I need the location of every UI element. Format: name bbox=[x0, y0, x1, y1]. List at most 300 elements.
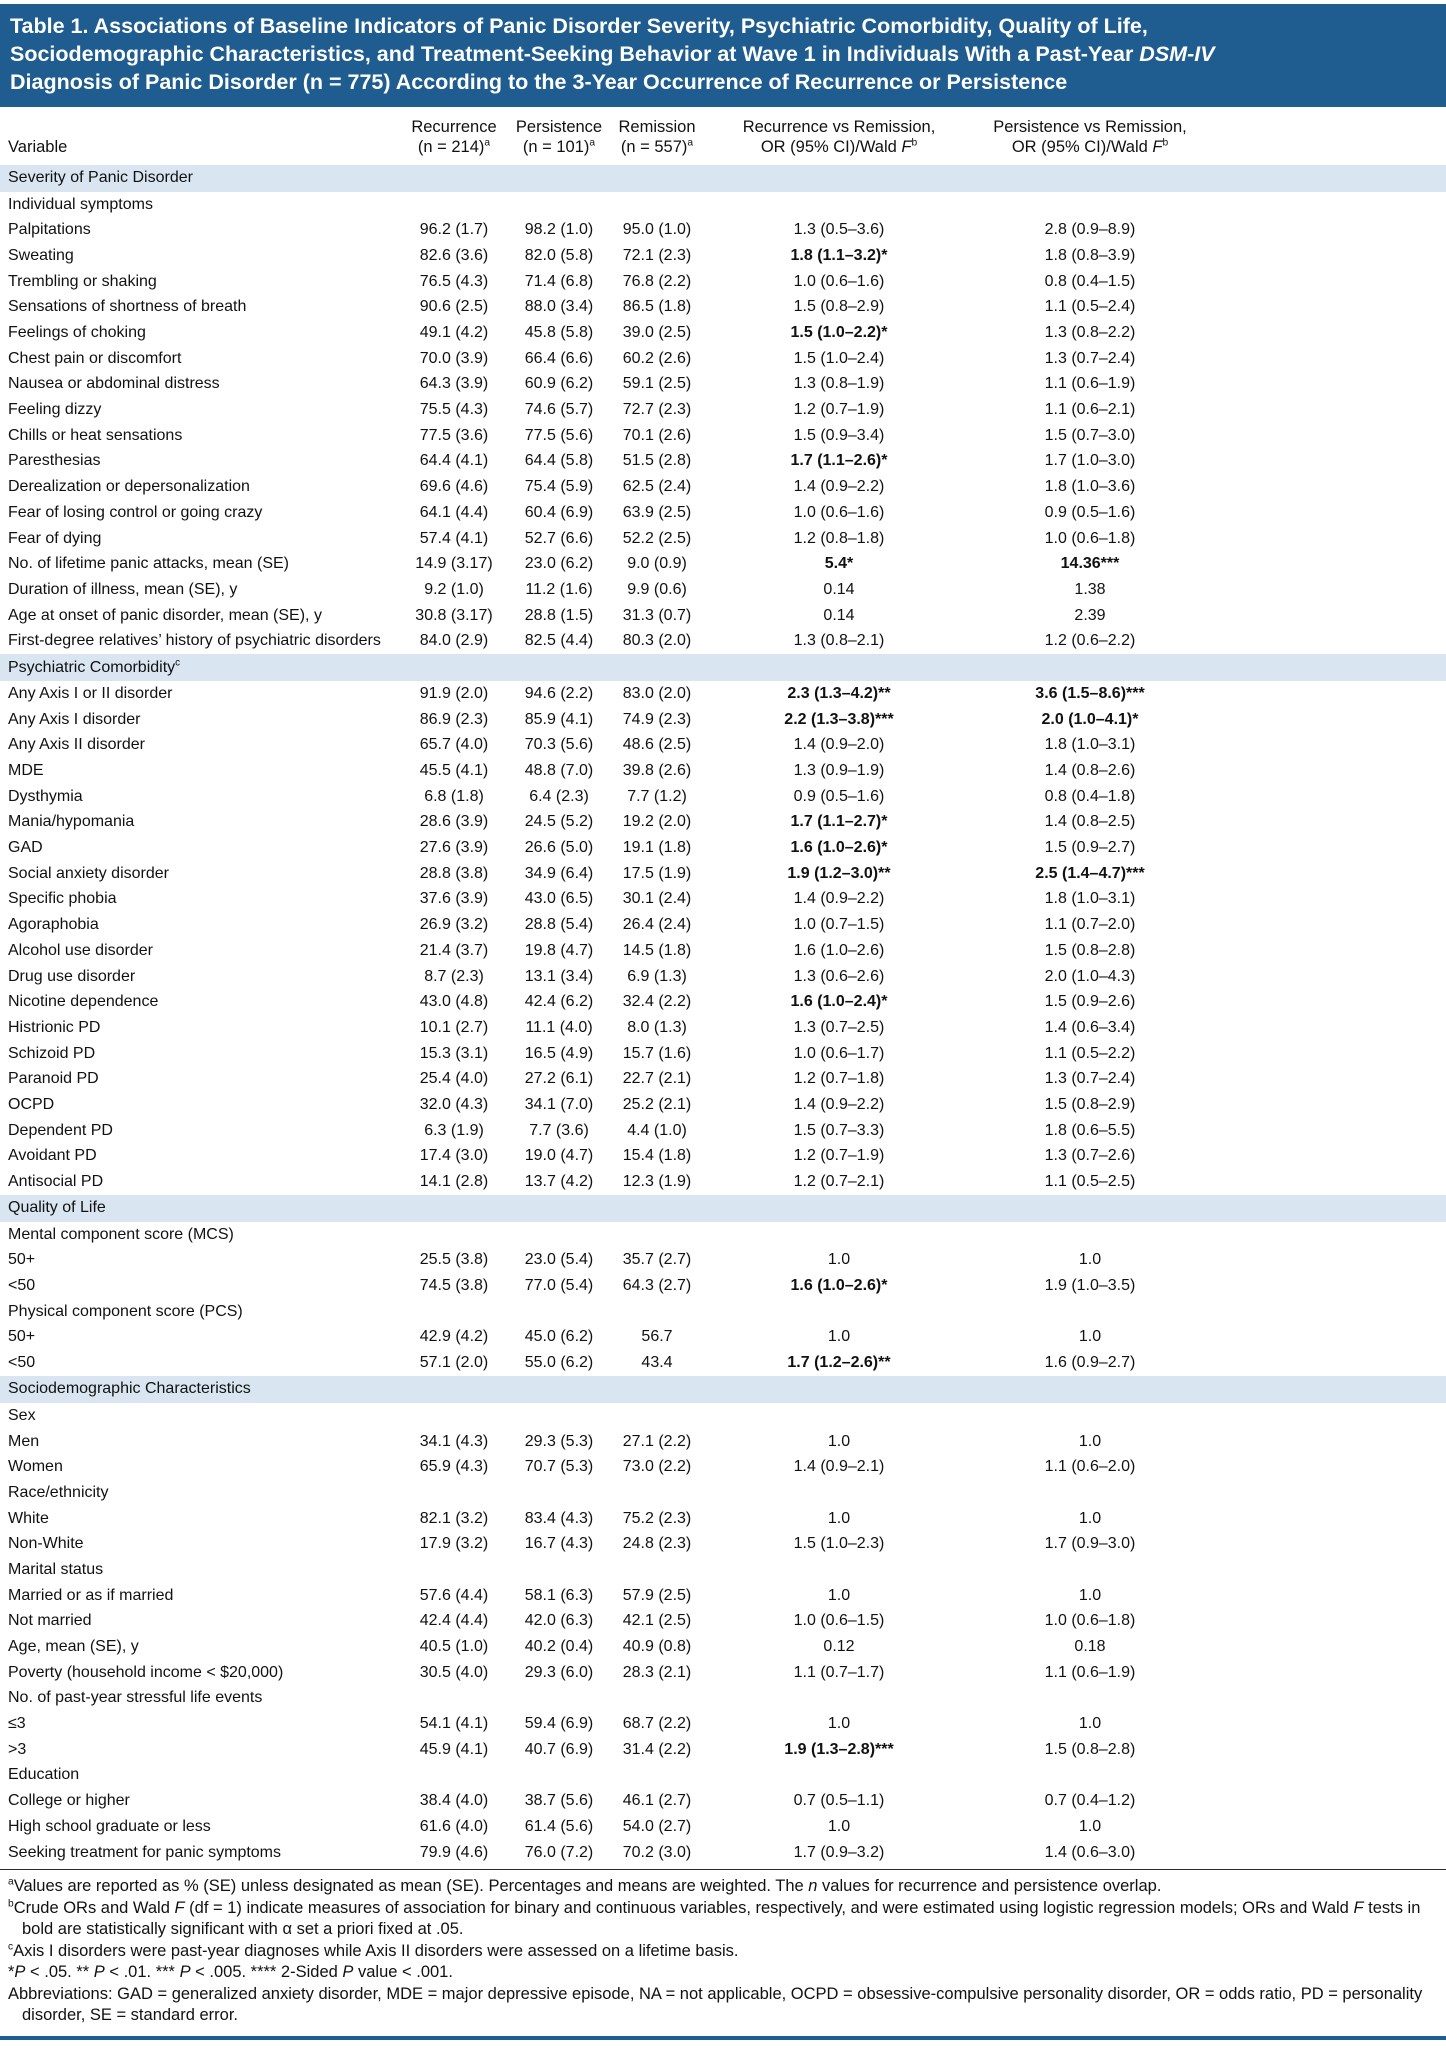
row-label: Men bbox=[8, 1432, 40, 1450]
row-label: <50 bbox=[8, 1277, 36, 1295]
row-label: Individual symptoms bbox=[8, 195, 153, 213]
table-row bbox=[0, 681, 1446, 707]
value-cell: 19.1 (1.8) bbox=[622, 839, 692, 857]
table-row bbox=[0, 1273, 1446, 1299]
value-cell: 1.1 (0.5–2.2) bbox=[1044, 1044, 1136, 1062]
value-cell: 1.5 (0.8–2.9) bbox=[793, 298, 885, 316]
value-cell: 1.5 (0.7–3.3) bbox=[793, 1121, 885, 1139]
value-cell: 70.1 (2.6) bbox=[622, 426, 692, 444]
value-cell: 6.9 (1.3) bbox=[627, 967, 687, 985]
row-label: Mental component score (MCS) bbox=[8, 1225, 234, 1243]
value-cell: 43.0 (6.5) bbox=[524, 890, 594, 908]
row-label: Antisocial PD bbox=[8, 1173, 104, 1190]
value-cell: 1.0 bbox=[827, 1432, 851, 1450]
value-cell: 45.9 (4.1) bbox=[419, 1740, 489, 1758]
table-row bbox=[0, 1480, 1446, 1506]
value-cell: 1.0 (0.6–1.6) bbox=[793, 272, 885, 290]
value-cell: 52.2 (2.5) bbox=[622, 529, 692, 547]
row-label: Age at onset of panic disorder, mean (SE), y bbox=[8, 606, 322, 624]
table-row bbox=[0, 1454, 1446, 1480]
value-cell: 48.6 (2.5) bbox=[622, 736, 692, 754]
value-cell: 27.6 (3.9) bbox=[419, 839, 489, 857]
value-cell: 72.7 (2.3) bbox=[622, 401, 692, 419]
value-cell: 91.9 (2.0) bbox=[419, 684, 489, 702]
row-label: Any Axis I disorder bbox=[8, 710, 141, 728]
value-cell: 0.9 (0.5–1.6) bbox=[793, 787, 885, 805]
value-cell: 26.6 (5.0) bbox=[524, 839, 594, 857]
value-cell: 28.8 (1.5) bbox=[524, 606, 594, 624]
value-cell: 0.7 (0.5–1.1) bbox=[793, 1792, 885, 1810]
value-cell: 15.3 (3.1) bbox=[419, 1044, 489, 1062]
value-cell: 12.3 (1.9) bbox=[622, 1173, 692, 1190]
value-cell: 2.3 (1.3–4.2)** bbox=[787, 684, 891, 702]
value-cell: 1.3 (0.7–2.6) bbox=[1044, 1147, 1136, 1165]
value-cell: 71.4 (6.8) bbox=[524, 272, 594, 290]
table-row bbox=[0, 1350, 1446, 1376]
value-cell: 74.6 (5.7) bbox=[524, 401, 594, 419]
value-cell: 1.0 bbox=[827, 1715, 851, 1733]
column-header-3: Recurrence vs Remission, OR (95% CI)/Wald $F^b$ bbox=[742, 117, 936, 157]
value-cell: 19.2 (2.0) bbox=[622, 813, 692, 831]
value-cell: 30.5 (4.0) bbox=[419, 1663, 489, 1681]
value-cell: 1.6 (1.0–2.4)* bbox=[790, 993, 888, 1011]
row-label: >3 bbox=[8, 1740, 27, 1758]
value-cell: 1.5 (0.9–2.7) bbox=[1044, 839, 1136, 857]
value-cell: 45.5 (4.1) bbox=[419, 762, 489, 779]
value-cell: 65.7 (4.0) bbox=[419, 736, 489, 754]
table-title bbox=[0, 4, 1446, 107]
table-row bbox=[0, 1711, 1446, 1737]
value-cell: 1.2 (0.6–2.2) bbox=[1044, 632, 1136, 650]
row-label: Any Axis II disorder bbox=[8, 736, 145, 754]
value-cell: 40.5 (1.0) bbox=[419, 1638, 489, 1655]
row-label: Feeling dizzy bbox=[8, 401, 102, 419]
value-cell: 2.0 (1.0–4.1)* bbox=[1041, 710, 1139, 728]
table-row bbox=[0, 551, 1446, 577]
value-cell: 42.1 (2.5) bbox=[622, 1612, 692, 1630]
value-cell: 16.7 (4.3) bbox=[524, 1535, 594, 1553]
value-cell: 70.0 (3.9) bbox=[419, 349, 489, 367]
value-cell: 75.5 (4.3) bbox=[419, 401, 489, 419]
value-cell: 1.0 bbox=[1078, 1251, 1102, 1269]
value-cell: 23.0 (5.4) bbox=[524, 1251, 594, 1269]
value-cell: 73.0 (2.2) bbox=[622, 1458, 692, 1476]
table-row bbox=[0, 474, 1446, 500]
value-cell: 77.0 (5.4) bbox=[524, 1277, 594, 1295]
value-cell: 56.7 bbox=[641, 1328, 673, 1346]
footnote: $^c$Axis I disorders were past-year diagnoses while Axis II disorders were assessed on a lifetime basis. bbox=[8, 1941, 739, 1960]
table-title-line: Sociodemographic Characteristics, and Treatment-Seeking Behavior at Wave 1 in Individuals With a Past-Year DSM-IV bbox=[10, 41, 1215, 66]
value-cell: 1.0 (0.6–1.8) bbox=[1044, 1612, 1136, 1630]
value-cell: 14.9 (3.17) bbox=[415, 555, 493, 573]
value-cell: 42.4 (6.2) bbox=[524, 993, 594, 1011]
table-row bbox=[0, 1299, 1446, 1325]
row-label: Avoidant PD bbox=[8, 1147, 97, 1165]
row-label: Seeking treatment for panic symptoms bbox=[8, 1843, 282, 1861]
value-cell: 1.2 (0.7–1.9) bbox=[793, 1147, 885, 1165]
value-cell: 29.3 (5.3) bbox=[524, 1432, 594, 1450]
value-cell: 1.0 bbox=[1078, 1586, 1102, 1604]
value-cell: 0.14 bbox=[823, 606, 855, 624]
row-label: Schizoid PD bbox=[8, 1044, 96, 1062]
value-cell: 1.0 bbox=[827, 1817, 851, 1835]
value-cell: 0.14 bbox=[823, 580, 855, 598]
row-label: Non-White bbox=[8, 1535, 84, 1553]
value-cell: 60.9 (6.2) bbox=[524, 375, 594, 393]
value-cell: 0.12 bbox=[823, 1638, 855, 1655]
value-cell: 17.5 (1.9) bbox=[622, 864, 692, 882]
value-cell: 0.9 (0.5–1.6) bbox=[1044, 503, 1136, 521]
value-cell: 95.0 (1.0) bbox=[622, 221, 692, 239]
value-cell: 22.7 (2.1) bbox=[622, 1070, 692, 1088]
value-cell: 1.3 (0.7–2.4) bbox=[1044, 1070, 1136, 1088]
table-row bbox=[0, 320, 1446, 346]
value-cell: 1.1 (0.5–2.5) bbox=[1044, 1173, 1136, 1190]
value-cell: 1.5 (0.9–2.6) bbox=[1044, 993, 1136, 1011]
value-cell: 86.5 (1.8) bbox=[622, 298, 692, 316]
value-cell: 38.4 (4.0) bbox=[419, 1792, 489, 1810]
value-cell: 58.1 (6.3) bbox=[524, 1586, 594, 1604]
value-cell: 40.9 (0.8) bbox=[622, 1638, 692, 1655]
value-cell: 1.7 (1.2–2.6)** bbox=[787, 1354, 891, 1372]
row-label: Fear of losing control or going crazy bbox=[8, 503, 263, 521]
value-cell: 1.1 (0.7–1.7) bbox=[793, 1663, 885, 1681]
value-cell: 59.1 (2.5) bbox=[622, 375, 692, 393]
value-cell: 24.8 (2.3) bbox=[622, 1535, 692, 1553]
row-label: OCPD bbox=[8, 1095, 55, 1113]
table-row bbox=[0, 294, 1446, 320]
value-cell: 1.5 (0.9–3.4) bbox=[793, 426, 885, 444]
value-cell: 31.4 (2.2) bbox=[622, 1740, 692, 1758]
row-label: GAD bbox=[8, 839, 43, 857]
value-cell: 1.3 (0.7–2.5) bbox=[793, 1018, 885, 1036]
value-cell: 34.9 (6.4) bbox=[524, 864, 594, 882]
value-cell: 9.9 (0.6) bbox=[627, 580, 687, 598]
value-cell: 1.3 (0.6–2.6) bbox=[793, 967, 885, 985]
value-cell: 86.9 (2.3) bbox=[419, 710, 489, 728]
value-cell: 1.0 bbox=[827, 1509, 851, 1527]
row-label: Psychiatric Comorbidity$^c$ bbox=[8, 657, 181, 676]
value-cell: 6.4 (2.3) bbox=[529, 787, 589, 805]
value-cell: 9.0 (0.9) bbox=[627, 555, 687, 573]
value-cell: 43.4 bbox=[641, 1354, 673, 1372]
value-cell: 1.4 (0.9–2.2) bbox=[793, 478, 885, 496]
value-cell: 42.0 (6.3) bbox=[524, 1612, 594, 1630]
value-cell: 98.2 (1.0) bbox=[524, 221, 594, 239]
value-cell: 1.4 (0.8–2.6) bbox=[1044, 762, 1136, 779]
value-cell: 1.0 bbox=[827, 1586, 851, 1604]
value-cell: 82.0 (5.8) bbox=[524, 246, 594, 264]
value-cell: 29.3 (6.0) bbox=[524, 1663, 594, 1681]
value-cell: 2.5 (1.4–4.7)*** bbox=[1035, 864, 1145, 882]
value-cell: 1.8 (1.0–3.6) bbox=[1044, 478, 1136, 496]
value-cell: 1.1 (0.6–2.0) bbox=[1044, 1458, 1136, 1476]
journal-table-figure bbox=[0, 4, 1446, 2040]
table-row bbox=[0, 526, 1446, 552]
value-cell: 23.0 (6.2) bbox=[524, 555, 594, 573]
value-cell: 0.8 (0.4–1.8) bbox=[1044, 787, 1136, 805]
value-cell: 75.4 (5.9) bbox=[524, 478, 594, 496]
value-cell: 51.5 (2.8) bbox=[622, 452, 692, 470]
value-cell: 64.1 (4.4) bbox=[419, 503, 489, 521]
table-row bbox=[0, 423, 1446, 449]
value-cell: 1.2 (0.7–2.1) bbox=[793, 1173, 885, 1190]
value-cell: 39.0 (2.5) bbox=[622, 324, 692, 341]
row-label: Sweating bbox=[8, 246, 74, 264]
value-cell: 21.4 (3.7) bbox=[419, 941, 489, 959]
column-header-1: Persistence (n = 101)$^a$ bbox=[515, 117, 603, 157]
table-row bbox=[0, 1325, 1446, 1351]
row-label: Nicotine dependence bbox=[8, 993, 159, 1011]
table-row bbox=[0, 1763, 1446, 1789]
value-cell: 85.9 (4.1) bbox=[524, 710, 594, 728]
value-cell: 14.5 (1.8) bbox=[622, 941, 692, 959]
row-label: Drug use disorder bbox=[8, 967, 136, 985]
table-row bbox=[0, 243, 1446, 269]
row-label: Sensations of shortness of breath bbox=[8, 298, 247, 316]
footnote: *P < .05. ** P < .01. *** P < .005. **** 2-Sided P value < .001. bbox=[8, 1963, 453, 1982]
value-cell: 14.1 (2.8) bbox=[419, 1173, 489, 1190]
value-cell: 64.4 (4.1) bbox=[419, 452, 489, 470]
row-label: Severity of Panic Disorder bbox=[8, 169, 193, 187]
value-cell: 74.9 (2.3) bbox=[622, 710, 692, 728]
value-cell: 45.0 (6.2) bbox=[524, 1328, 594, 1346]
table-row bbox=[0, 732, 1446, 758]
value-cell: 1.0 (0.6–1.7) bbox=[793, 1044, 885, 1062]
value-cell: 1.5 (1.0–2.2)* bbox=[790, 324, 888, 341]
value-cell: 69.6 (4.6) bbox=[419, 478, 489, 496]
value-cell: 39.8 (2.6) bbox=[622, 762, 692, 779]
value-cell: 40.2 (0.4) bbox=[524, 1638, 594, 1655]
value-cell: 32.0 (4.3) bbox=[419, 1095, 489, 1113]
value-cell: 1.6 (1.0–2.6) bbox=[793, 941, 885, 959]
table-row bbox=[0, 372, 1446, 398]
table-row bbox=[0, 1583, 1446, 1609]
value-cell: 30.1 (2.4) bbox=[622, 890, 692, 908]
table-title-line: Diagnosis of Panic Disorder (n = 775) According to the 3-Year Occurrence of Recurrence or Persistence bbox=[10, 69, 1068, 94]
value-cell: 6.8 (1.8) bbox=[424, 787, 484, 805]
value-cell: 1.4 (0.6–3.0) bbox=[1044, 1843, 1136, 1861]
value-cell: 1.8 (0.8–3.9) bbox=[1044, 246, 1136, 264]
value-cell: 83.4 (4.3) bbox=[524, 1509, 594, 1527]
value-cell: 1.6 (1.0–2.6)* bbox=[790, 1277, 888, 1295]
section-header-row bbox=[0, 1376, 1446, 1403]
value-cell: 38.7 (5.6) bbox=[524, 1792, 594, 1810]
row-label: High school graduate or less bbox=[8, 1817, 211, 1835]
table-row bbox=[0, 192, 1446, 218]
value-cell: 30.8 (3.17) bbox=[415, 606, 493, 624]
value-cell: 70.2 (3.0) bbox=[622, 1843, 692, 1861]
value-cell: 1.4 (0.9–2.1) bbox=[793, 1458, 885, 1476]
value-cell: 13.1 (3.4) bbox=[524, 967, 594, 985]
value-cell: 1.0 bbox=[1078, 1328, 1102, 1346]
table-row bbox=[0, 1660, 1446, 1686]
value-cell: 52.7 (6.6) bbox=[524, 529, 594, 547]
row-label: Social anxiety disorder bbox=[8, 864, 169, 882]
value-cell: 43.0 (4.8) bbox=[419, 993, 489, 1011]
value-cell: 27.1 (2.2) bbox=[622, 1432, 692, 1450]
value-cell: 0.7 (0.4–1.2) bbox=[1044, 1792, 1136, 1810]
column-header-0: Recurrence (n = 214)$^a$ bbox=[411, 117, 497, 157]
table-body bbox=[0, 163, 1446, 1866]
value-cell: 1.4 (0.9–2.0) bbox=[793, 736, 885, 754]
value-cell: 1.4 (0.6–3.4) bbox=[1044, 1018, 1136, 1036]
value-cell: 1.5 (1.0–2.4) bbox=[793, 349, 885, 367]
row-label: Specific phobia bbox=[8, 890, 117, 908]
section-header-row bbox=[0, 654, 1446, 681]
value-cell: 1.0 bbox=[827, 1251, 851, 1269]
value-cell: 37.6 (3.9) bbox=[419, 890, 489, 908]
value-cell: 5.4* bbox=[824, 555, 854, 573]
value-cell: 16.5 (4.9) bbox=[524, 1044, 594, 1062]
value-cell: 94.6 (2.2) bbox=[524, 684, 594, 702]
table-row bbox=[0, 1092, 1446, 1118]
row-label: No. of past-year stressful life events bbox=[8, 1689, 263, 1707]
table-row bbox=[0, 628, 1446, 654]
row-label: Paresthesias bbox=[8, 452, 101, 470]
value-cell: 27.2 (6.1) bbox=[524, 1070, 594, 1088]
footnotes bbox=[0, 1869, 1446, 2026]
table-row bbox=[0, 835, 1446, 861]
value-cell: 1.2 (0.7–1.8) bbox=[793, 1070, 885, 1088]
value-cell: 28.8 (3.8) bbox=[419, 864, 489, 882]
row-label: Sex bbox=[8, 1406, 36, 1424]
value-cell: 84.0 (2.9) bbox=[419, 632, 489, 650]
value-cell: 1.3 (0.8–1.9) bbox=[793, 375, 885, 393]
value-cell: 79.9 (4.6) bbox=[419, 1843, 489, 1861]
value-cell: 82.1 (3.2) bbox=[419, 1509, 489, 1527]
value-cell: 8.0 (1.3) bbox=[627, 1018, 687, 1036]
value-cell: 1.5 (0.8–2.9) bbox=[1044, 1095, 1136, 1113]
value-cell: 83.0 (2.0) bbox=[622, 684, 692, 702]
row-label: Paranoid PD bbox=[8, 1070, 99, 1088]
value-cell: 17.4 (3.0) bbox=[419, 1147, 489, 1165]
value-cell: 2.8 (0.9–8.9) bbox=[1044, 221, 1136, 239]
value-cell: 35.7 (2.7) bbox=[622, 1251, 692, 1269]
table-row bbox=[0, 912, 1446, 938]
table-row bbox=[0, 1531, 1446, 1557]
value-cell: 57.1 (2.0) bbox=[419, 1354, 489, 1372]
table-row bbox=[0, 810, 1446, 836]
value-cell: 1.0 bbox=[1078, 1817, 1102, 1835]
value-cell: 48.8 (7.0) bbox=[524, 762, 594, 779]
value-cell: 1.7 (1.1–2.7)* bbox=[790, 813, 888, 831]
value-cell: 0.18 bbox=[1074, 1638, 1106, 1655]
value-cell: 1.3 (0.8–2.2) bbox=[1044, 324, 1136, 341]
value-cell: 1.1 (0.6–1.9) bbox=[1044, 1663, 1136, 1681]
table-row bbox=[0, 1840, 1446, 1866]
value-cell: 1.0 bbox=[1078, 1432, 1102, 1450]
value-cell: 61.4 (5.6) bbox=[524, 1817, 594, 1835]
table-row bbox=[0, 1557, 1446, 1583]
value-cell: 25.4 (4.0) bbox=[419, 1070, 489, 1088]
row-label: Duration of illness, mean (SE), y bbox=[8, 580, 238, 598]
table-row bbox=[0, 938, 1446, 964]
row-label: Marital status bbox=[8, 1560, 104, 1578]
table-row bbox=[0, 500, 1446, 526]
value-cell: 57.9 (2.5) bbox=[622, 1586, 692, 1604]
table-row bbox=[0, 1118, 1446, 1144]
table-row bbox=[0, 1737, 1446, 1763]
value-cell: 1.2 (0.7–1.9) bbox=[793, 401, 885, 419]
row-label: Sociodemographic Characteristics bbox=[8, 1380, 251, 1398]
value-cell: 1.0 bbox=[1078, 1509, 1102, 1527]
value-cell: 72.1 (2.3) bbox=[622, 246, 692, 264]
value-cell: 76.0 (7.2) bbox=[524, 1843, 594, 1861]
value-cell: 96.2 (1.7) bbox=[419, 221, 489, 239]
value-cell: 1.4 (0.9–2.2) bbox=[793, 1095, 885, 1113]
value-cell: 64.3 (3.9) bbox=[419, 375, 489, 393]
row-label: Dependent PD bbox=[8, 1121, 113, 1139]
value-cell: 1.5 (1.0–2.3) bbox=[793, 1535, 885, 1553]
value-cell: 17.9 (3.2) bbox=[419, 1535, 489, 1553]
value-cell: 7.7 (1.2) bbox=[627, 787, 687, 805]
value-cell: 13.7 (4.2) bbox=[524, 1173, 594, 1190]
column-header-row bbox=[0, 107, 1446, 163]
value-cell: 34.1 (7.0) bbox=[524, 1095, 594, 1113]
value-cell: 49.1 (4.2) bbox=[419, 324, 489, 341]
table-row bbox=[0, 449, 1446, 475]
value-cell: 19.0 (4.7) bbox=[524, 1147, 594, 1165]
row-label: Race/ethnicity bbox=[8, 1483, 109, 1501]
row-label: Alcohol use disorder bbox=[8, 941, 153, 959]
table-row bbox=[0, 1608, 1446, 1634]
value-cell: 63.9 (2.5) bbox=[622, 503, 692, 521]
value-cell: 31.3 (0.7) bbox=[622, 606, 692, 624]
value-cell: 46.1 (2.7) bbox=[622, 1792, 692, 1810]
value-cell: 26.4 (2.4) bbox=[622, 916, 692, 934]
value-cell: 1.0 (0.6–1.5) bbox=[793, 1612, 885, 1630]
footnote: $^b$Crude ORs and Wald F (df = 1) indicate measures of association for binary and continuous variables, respectively, and were estimated using logistic regression models; ORs and Wald F tests in bold are statistically significant with α set a priori fixed at .05. bbox=[8, 1898, 1421, 1939]
value-cell: 74.5 (3.8) bbox=[419, 1277, 489, 1295]
value-cell: 10.1 (2.7) bbox=[419, 1018, 489, 1036]
value-cell: 0.8 (0.4–1.5) bbox=[1044, 272, 1136, 290]
table-row bbox=[0, 1143, 1446, 1169]
value-cell: 1.3 (0.7–2.4) bbox=[1044, 349, 1136, 367]
table-row bbox=[0, 861, 1446, 887]
table-row bbox=[0, 1169, 1446, 1195]
row-label: Married or as if married bbox=[8, 1586, 174, 1604]
value-cell: 28.8 (5.4) bbox=[524, 916, 594, 934]
table-row bbox=[0, 217, 1446, 243]
value-cell: 80.3 (2.0) bbox=[622, 632, 692, 650]
table-row bbox=[0, 1222, 1446, 1248]
row-label: Nausea or abdominal distress bbox=[8, 375, 220, 393]
value-cell: 68.7 (2.2) bbox=[622, 1715, 692, 1733]
row-label: Agoraphobia bbox=[8, 916, 99, 934]
row-label: ≤3 bbox=[8, 1715, 26, 1733]
row-label: White bbox=[8, 1509, 49, 1527]
value-cell: 65.9 (4.3) bbox=[419, 1458, 489, 1476]
value-cell: 8.7 (2.3) bbox=[424, 967, 484, 985]
value-cell: 15.7 (1.6) bbox=[622, 1044, 692, 1062]
row-label: Any Axis I or II disorder bbox=[8, 684, 173, 702]
row-label: College or higher bbox=[8, 1792, 130, 1810]
value-cell: 1.9 (1.3–2.8)*** bbox=[784, 1740, 894, 1758]
value-cell: 1.8 (1.0–3.1) bbox=[1044, 890, 1136, 908]
value-cell: 1.0 (0.6–1.8) bbox=[1044, 529, 1136, 547]
table-row bbox=[0, 758, 1446, 784]
table-row bbox=[0, 1403, 1446, 1429]
value-cell: 25.2 (2.1) bbox=[622, 1095, 692, 1113]
value-cell: 1.38 bbox=[1074, 580, 1106, 598]
value-cell: 15.4 (1.8) bbox=[622, 1147, 692, 1165]
table-row bbox=[0, 269, 1446, 295]
table-row bbox=[0, 1788, 1446, 1814]
table-row bbox=[0, 1429, 1446, 1455]
value-cell: 7.7 (3.6) bbox=[529, 1121, 589, 1139]
column-header-4: Persistence vs Remission, OR (95% CI)/Wald $F^b$ bbox=[993, 117, 1187, 157]
